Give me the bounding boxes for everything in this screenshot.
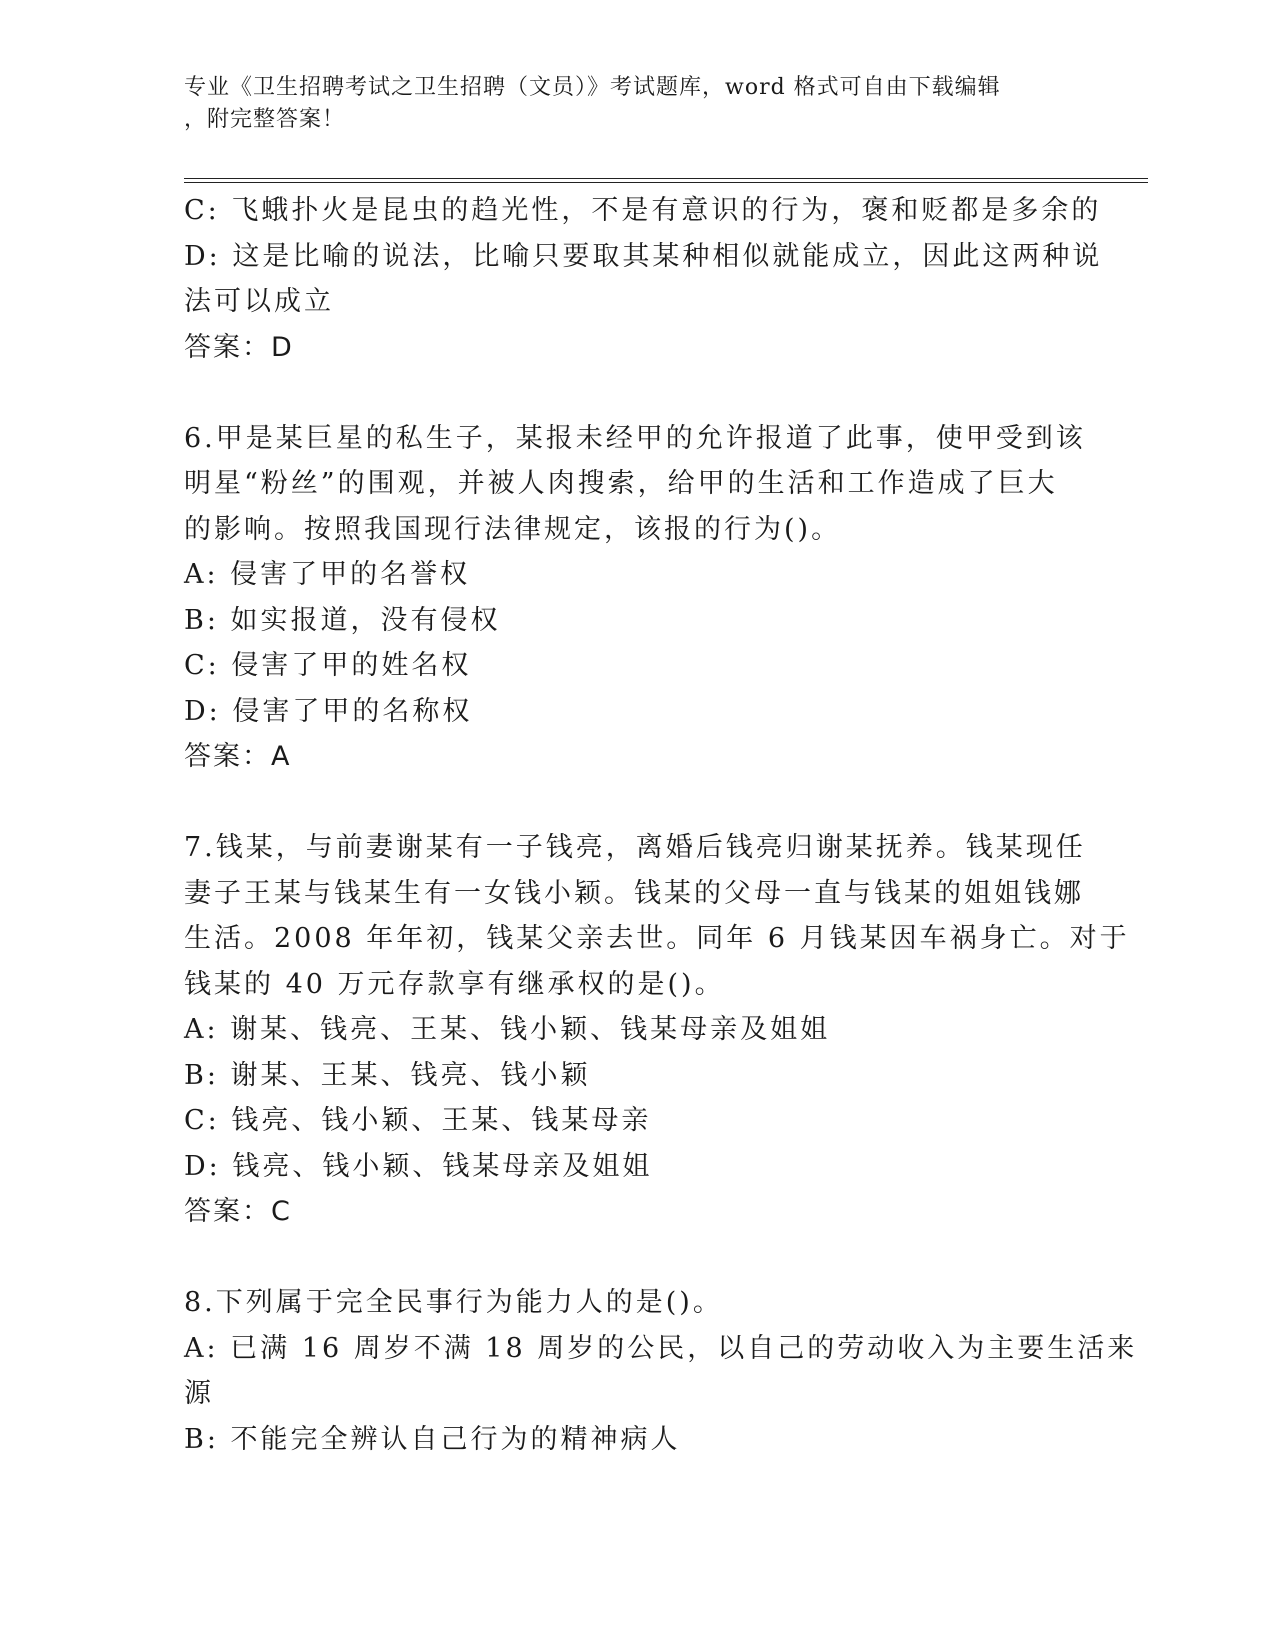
question-stem-line-3: 生活。2008 年年初，钱某父亲去世。同年 6 月钱某因车祸身亡。对于	[184, 923, 1130, 954]
header-title-line-2: ，附完整答案！	[184, 107, 346, 132]
header-divider-bottom	[184, 182, 1148, 183]
option-c: C: 侵害了甲的姓名权	[184, 650, 472, 681]
option-a: A: 谢某、钱亮、王某、钱小颖、钱某母亲及姐姐	[184, 1014, 831, 1045]
question-5-tail	[184, 188, 1103, 370]
document-body	[184, 188, 1138, 1462]
question-8	[184, 1280, 1138, 1462]
question-7	[184, 825, 1130, 1235]
question-stem-line-4: 钱某的 40 万元存款享有继承权的是()。	[184, 968, 725, 1000]
option-d: D: 钱亮、钱小颖、钱某母亲及姐姐	[184, 1150, 653, 1182]
answer-text: 答案：A	[184, 741, 292, 772]
option-b: B: 谢某、王某、钱亮、钱小颖	[184, 1059, 591, 1091]
option-d: D: 侵害了甲的名称权	[184, 695, 473, 727]
option-a-line-1: A: 已满 16 周岁不满 18 周岁的公民，以自己的劳动收入为主要生活来	[184, 1332, 1138, 1364]
question-spacer	[184, 780, 1084, 826]
option-a: A: 侵害了甲的名誉权	[184, 559, 471, 590]
question-stem-line-1: 6.甲是某巨星的私生子，某报未经甲的允许报道了此事，使甲受到该	[184, 422, 1086, 454]
option-a-line-2: 源	[184, 1378, 214, 1409]
question-spacer	[184, 370, 1084, 416]
option-b: B: 不能完全辨认自己行为的精神病人	[184, 1423, 681, 1455]
header-title-line-1: 专业《卫生招聘考试之卫生招聘（文员）》考试题库，word 格式可自由下载编辑	[184, 75, 1001, 100]
question-stem-line-1: 7.钱某，与前妻谢某有一子钱亮，离婚后钱亮归谢某抚养。钱某现任	[184, 832, 1086, 863]
question-spacer	[184, 1235, 1084, 1281]
option-d-line-2: 法可以成立	[184, 286, 334, 317]
option-c: C: 飞蛾扑火是昆虫的趋光性，不是有意识的行为，褒和贬都是多余的	[184, 195, 1102, 226]
question-stem-line-1: 8.下列属于完全民事行为能力人的是()。	[184, 1287, 723, 1318]
answer-text: 答案：D	[184, 331, 294, 363]
option-c: C: 钱亮、钱小颖、王某、钱某母亲	[184, 1105, 652, 1136]
option-d-line-1: D: 这是比喻的说法，比喻只要取其某种相似就能成立，因此这两种说	[184, 240, 1103, 272]
question-6	[184, 416, 1084, 780]
question-stem-line-2: 明星“粉丝”的围观，并被人肉搜索，给甲的生活和工作造成了巨大	[184, 468, 1058, 499]
header-divider-top	[184, 178, 1148, 179]
option-b: B: 如实报道，没有侵权	[184, 604, 501, 636]
page-header	[184, 72, 1054, 136]
question-stem-line-2: 妻子王某与钱某生有一女钱小颖。钱某的父母一直与钱某的姐姐钱娜	[184, 877, 1084, 909]
answer-text: 答案：C	[184, 1196, 292, 1227]
question-stem-line-3: 的影响。按照我国现行法律规定，该报的行为()。	[184, 513, 842, 545]
